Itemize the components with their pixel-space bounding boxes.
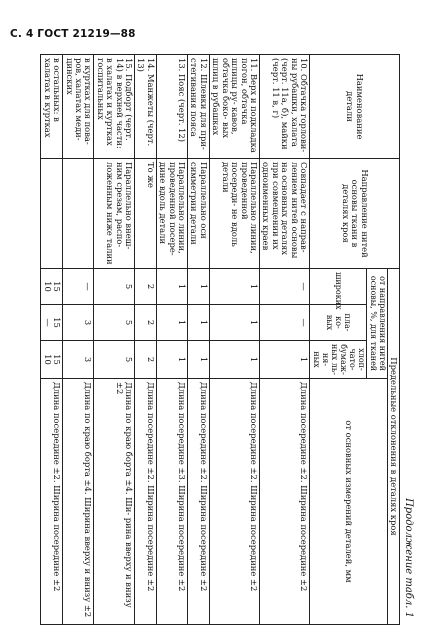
cell-value: 5 <box>124 283 135 290</box>
cell-cotton <box>259 341 309 379</box>
cell-value: 1 <box>177 283 188 290</box>
header-narrow: пла- ко- вых <box>309 305 366 341</box>
table-row <box>188 55 210 625</box>
table-row <box>135 55 157 625</box>
cell-narrow <box>94 305 135 341</box>
header-max-deviation: Предельные отклонения в деталях кроя <box>387 269 399 625</box>
header-from-thread-direction: от направления нитей основы, %, для тканей <box>366 269 387 379</box>
cell-thread-direction <box>63 159 94 269</box>
cell-part-name: 14. Манжеты (черт. 13) <box>135 55 157 159</box>
header-from-main: от основных измерений деталей, мм <box>309 379 387 625</box>
cell-part-name: 15. Подборт (черт. 14) в верхней части: в халатах и куртках госпитальных <box>94 55 135 159</box>
cell-main-dimensions: Длина посередине ±2. Ширина посередине ±2 <box>41 379 63 625</box>
rotated-table-area <box>36 54 416 624</box>
cell-wide <box>188 269 210 305</box>
cell-value: 5 <box>124 356 135 363</box>
cell-value: 3 <box>83 356 94 363</box>
cell-value: 1 <box>198 356 209 363</box>
cell-narrow <box>188 305 210 341</box>
cell-value: — <box>298 318 309 327</box>
table-row <box>94 55 135 625</box>
cell-thread-direction: Параллельно оси симметрии детали <box>188 159 210 269</box>
cell-value: — <box>298 282 309 291</box>
cell-thread-direction: Параллельно линии, проведенной посереди- не вдоль детали <box>209 159 259 269</box>
cell-wide <box>135 269 157 305</box>
cell-value: — <box>42 318 53 327</box>
cell-narrow <box>209 305 259 341</box>
cell-value: 2 <box>145 356 156 363</box>
cell-value: 15 <box>52 354 63 365</box>
cell-value: 1 <box>248 356 259 363</box>
cell-cotton <box>209 341 259 379</box>
cell-value: 2 <box>145 319 156 326</box>
cell-value: 3 <box>83 319 94 326</box>
cell-value: 15 <box>52 317 63 328</box>
cell-value: 1 <box>198 283 209 290</box>
cell-main-dimensions: Длина посередине ±2. Ширина посередине ±2 <box>259 379 309 625</box>
cell-value: 1 <box>198 319 209 326</box>
table-row <box>63 55 94 625</box>
cell-wide <box>209 269 259 305</box>
cell-main-dimensions: Длина посередине ±2. Ширина посередине ±2 <box>209 379 259 625</box>
cell-part-name: в куртках для пова- ров, халатах меди- цинских <box>63 55 94 159</box>
header-thread-direction: Направление нитей основы ткани в деталях кроя <box>309 159 399 269</box>
cell-cotton <box>63 341 94 379</box>
cell-part-name: 10. Обтачка горлови- ны рубашки, халата (черт. 11а, б), майки (черт. 11 в, г) <box>259 55 309 159</box>
page-header: С. 4 ГОСТ 21219—88 <box>10 28 136 40</box>
cell-part-name: 13. Пояс (черт. 12) <box>156 55 187 159</box>
cell-value: 1 <box>298 356 309 363</box>
cell-part-name: 12. Шлевки для при- стегивания пояса <box>188 55 210 159</box>
cell-cotton <box>41 341 63 379</box>
cell-main-dimensions: Длина по краю борта ±4. Ширина вверху и внизу ±2 <box>63 379 94 625</box>
table-row <box>41 55 63 625</box>
cell-cotton <box>156 341 187 379</box>
cell-value: 15 <box>52 281 63 292</box>
cell-main-dimensions: Длина посередине ±3. Ширина посередине ±2 <box>156 379 187 625</box>
cell-main-dimensions: Длина посередине ±2. Ширина посередине ±2 <box>188 379 210 625</box>
header-wide: широких <box>309 269 366 305</box>
cell-value: 10 <box>42 354 53 365</box>
cell-wide <box>94 269 135 305</box>
cell-value: 5 <box>124 319 135 326</box>
cell-value: 1 <box>248 319 259 326</box>
cell-cotton <box>188 341 210 379</box>
cell-value: 1 <box>177 356 188 363</box>
cell-wide <box>156 269 187 305</box>
cell-thread-direction: Параллельно внеш- ним срезам, распо- ложенным ниже талии <box>94 159 135 269</box>
cell-cotton <box>94 341 135 379</box>
cell-wide <box>41 269 63 305</box>
header-cotton: хлоп- чато- бумаж- ных ль- ня- ных <box>309 341 366 379</box>
cell-value: 10 <box>42 281 53 292</box>
cell-narrow <box>41 305 63 341</box>
cell-main-dimensions: Длина посередине ±2. Ширина посередине ±2 <box>135 379 157 625</box>
cell-part-name: 11. Верх и подкладка погон, обтачка шлицы ру- кавов, обтачка боко- вых шлиц в рубашках <box>209 55 259 159</box>
cell-main-dimensions: Длина по краю борта ±4. Ши- рина вверху и внизу ±2 <box>94 379 135 625</box>
cell-cotton <box>135 341 157 379</box>
cell-value: — <box>83 282 94 291</box>
cell-thread-direction <box>41 159 63 269</box>
cell-narrow <box>156 305 187 341</box>
deviation-table <box>40 54 400 625</box>
cell-value: 1 <box>248 283 259 290</box>
cell-narrow <box>259 305 309 341</box>
table-row <box>259 55 309 625</box>
cell-narrow <box>63 305 94 341</box>
cell-thread-direction: Параллельно линии, проведенной посере- дине вдоль детали <box>156 159 187 269</box>
table-row <box>156 55 187 625</box>
cell-part-name: в остальных: в халатах в куртках <box>41 55 63 159</box>
cell-thread-direction: То же <box>135 159 157 269</box>
table-row <box>209 55 259 625</box>
cell-wide <box>63 269 94 305</box>
cell-value: 1 <box>177 319 188 326</box>
header-part-name: Наименование детали <box>309 55 399 159</box>
cell-thread-direction: Совпадает с направ- лением нитей основы на основных деталях при совмещении их одноименных краев <box>259 159 309 269</box>
cell-wide <box>259 269 309 305</box>
table-continuation-label: Продолжение табл. 1 <box>403 498 414 618</box>
cell-narrow <box>135 305 157 341</box>
cell-value: 2 <box>145 283 156 290</box>
